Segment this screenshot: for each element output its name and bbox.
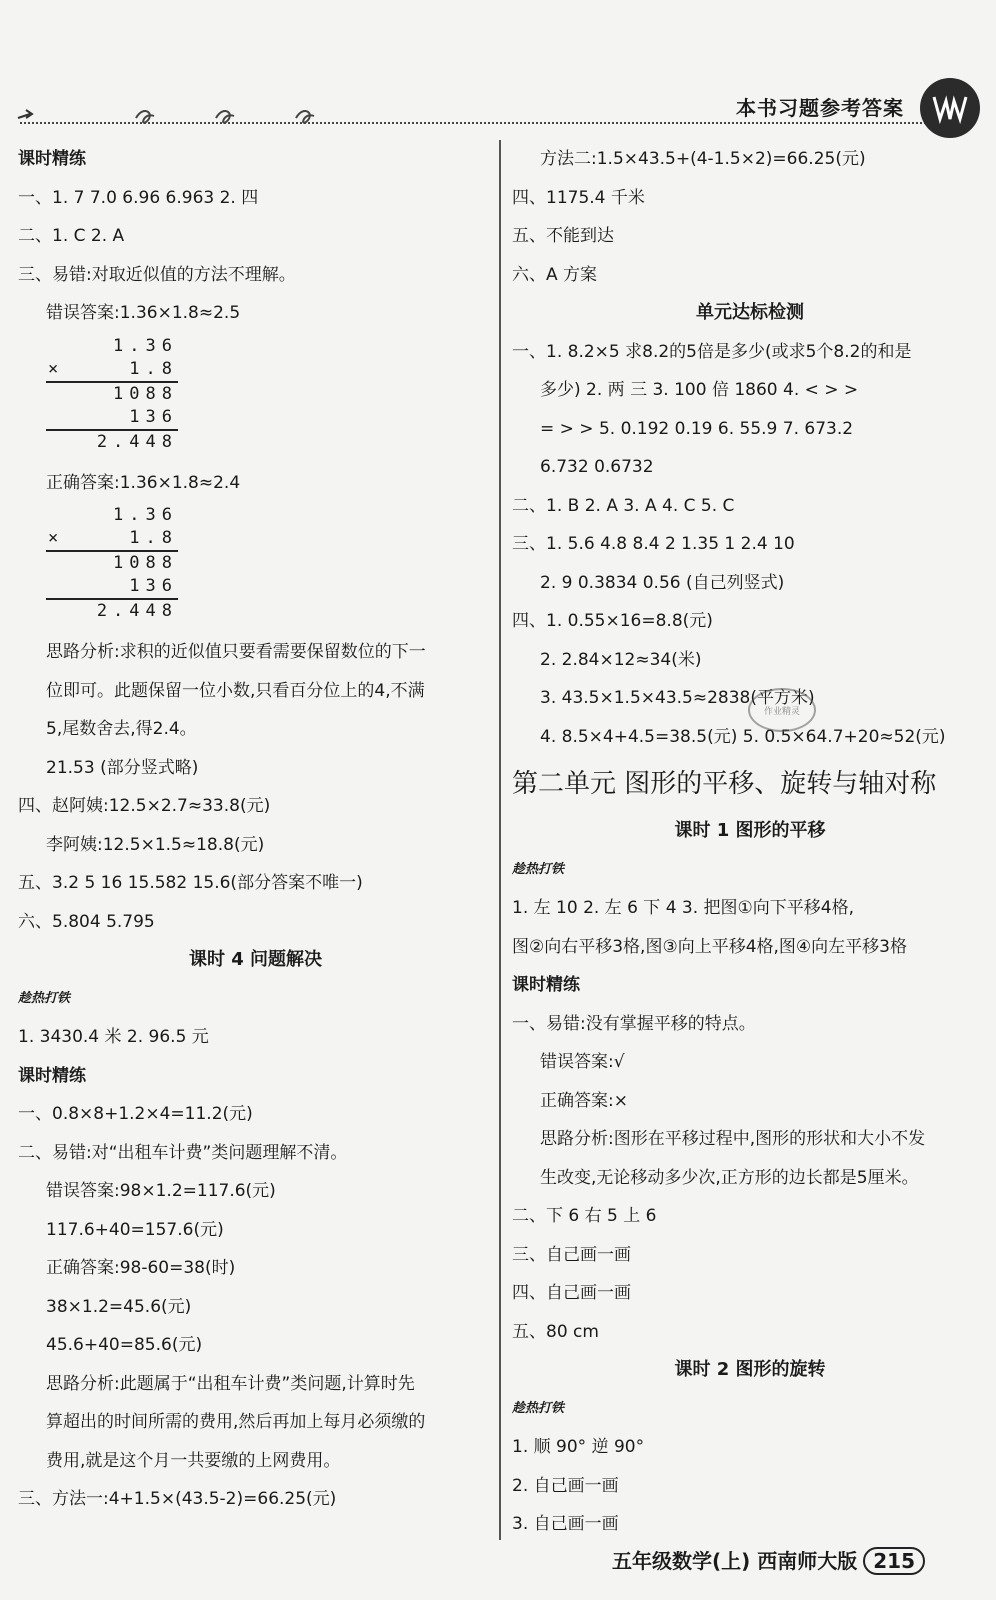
- answer-line: 二、易错:对“出租车计费”类问题理解不清。: [18, 1142, 348, 1163]
- answer-line: 1. 顺 90° 逆 90°: [512, 1437, 645, 1457]
- answer-line: 错误答案:98×1.2=117.6(元): [46, 1181, 276, 1201]
- answer-line: 1. 左 10 2. 左 6 下 4 3. 把图①向下平移4格,: [512, 898, 855, 918]
- answer-line: 117.6+40=157.6(元): [46, 1219, 224, 1240]
- answer-line: 错误答案:√: [540, 1052, 625, 1072]
- answer-line: 二、1. B 2. A 3. A 4. C 5. C: [512, 495, 735, 516]
- answer-line: 4. 8.5×4+4.5=38.5(元) 5. 0.5×64.7+20≈52(元): [540, 726, 946, 747]
- answer-line: 三、易错:对取近似值的方法不理解。: [18, 264, 296, 285]
- calc-digits: 1.8: [129, 358, 178, 379]
- book-logo-icon: [920, 78, 980, 138]
- answer-line: 三、自己画一画: [512, 1244, 631, 1265]
- calc-digits: 136: [129, 406, 178, 427]
- answer-line: 六、A 方案: [512, 264, 598, 285]
- answer-line: 趁热打铁: [18, 990, 71, 1006]
- calc-digits: 2.448: [96, 601, 178, 621]
- answer-line: 李阿姨:12.5×1.5≈18.8(元): [46, 834, 265, 855]
- answer-line: 五、3.2 5 16 15.582 15.6(部分答案不唯一): [18, 873, 363, 893]
- answer-line: 三、1. 5.6 4.8 8.4 2 1.35 1 2.4 10: [512, 534, 795, 554]
- calc-row: [46, 504, 178, 527]
- answer-line: 生改变,无论移动多少次,正方形的边长都是5厘米。: [540, 1167, 919, 1188]
- answer-line: 38×1.2=45.6(元): [46, 1296, 192, 1317]
- answer-line: 图②向右平移3格,图③向上平移4格,图④向左平移3格: [512, 936, 907, 957]
- calc-row: [46, 575, 178, 600]
- answer-line: 2. 自己画一画: [512, 1475, 619, 1496]
- answer-line: 五、80 cm: [512, 1321, 599, 1342]
- vertical-multiplication: [46, 335, 178, 454]
- answer-line: 正确答案:×: [540, 1090, 628, 1111]
- watermark-stamp: 作业精灵: [748, 688, 816, 732]
- calc-row: [46, 527, 178, 552]
- answer-line: 四、自己画一画: [512, 1283, 631, 1303]
- answer-line: 一、1. 8.2×5 求8.2的5倍是多少(或求5个8.2的和是: [512, 341, 912, 362]
- page-header: [0, 0, 996, 150]
- calc-digits: 1088: [113, 383, 178, 404]
- answer-line: 正确答案:98-60=38(时): [46, 1258, 236, 1278]
- page-number: 215: [863, 1547, 925, 1575]
- answer-line: 一、1. 7 7.0 6.96 6.963 2. 四: [18, 187, 259, 208]
- calc-row: [46, 358, 178, 383]
- vertical-multiplication: [46, 504, 178, 623]
- answer-line: 方法二:1.5×43.5+(4-1.5×2)=66.25(元): [540, 149, 866, 169]
- answer-line: 三、方法一:4+1.5×(43.5-2)=66.25(元): [18, 1489, 337, 1509]
- answer-line: 课时 1 图形的平移: [674, 820, 826, 841]
- calc-row: [46, 383, 178, 406]
- answer-line: 单元达标检测: [696, 302, 804, 323]
- answer-line: 思路分析:此题属于“出租车计费”类问题,计算时先: [46, 1373, 415, 1394]
- answer-line: 四、1. 0.55×16=8.8(元): [512, 611, 713, 631]
- answer-line: 四、赵阿姨:12.5×2.7≈33.8(元): [18, 796, 271, 816]
- calc-digits: 1.8: [129, 528, 178, 548]
- answer-line: 趁热打铁: [512, 861, 565, 877]
- answer-line: 一、0.8×8+1.2×4=11.2(元): [18, 1104, 253, 1124]
- answer-line: 3. 自己画一画: [512, 1514, 619, 1534]
- column-divider: [499, 140, 501, 1540]
- calc-row: [46, 335, 178, 358]
- calc-row: [46, 600, 178, 623]
- answer-line: 趁热打铁: [512, 1400, 565, 1416]
- answer-line: 2. 2.84×12≈34(米): [540, 649, 702, 670]
- answer-line: 六、5.804 5.795: [18, 911, 155, 932]
- answer-line: 第二单元 图形的平移、旋转与轴对称: [512, 769, 937, 799]
- answer-line: = > > 5. 0.192 0.19 6. 55.9 7. 673.2: [540, 418, 854, 439]
- answer-line: 五、不能到达: [512, 226, 614, 246]
- answer-line: 课时精练: [512, 975, 580, 995]
- answer-line: 算超出的时间所需的费用,然后再加上每月必须缴的: [46, 1412, 426, 1432]
- multiply-sign: ×: [48, 528, 59, 548]
- calc-digits: 1.36: [113, 505, 178, 525]
- answer-line: 二、下 6 右 5 上 6: [512, 1206, 657, 1226]
- answer-line: 21.53 (部分竖式略): [46, 757, 199, 778]
- answer-line: 四、1175.4 千米: [512, 187, 645, 208]
- multiply-sign: ×: [48, 358, 59, 379]
- calc-digits: 2.448: [96, 431, 178, 452]
- answer-line: 课时精练: [18, 149, 86, 169]
- calc-row: [46, 431, 178, 454]
- answer-line: 45.6+40=85.6(元): [46, 1335, 203, 1355]
- answer-line: 费用,就是这个月一共要缴的上网费用。: [46, 1450, 341, 1471]
- right-column: [512, 140, 988, 1544]
- answer-line: 1. 3430.4 米 2. 96.5 元: [18, 1027, 209, 1047]
- calc-digits: 1.36: [113, 335, 178, 356]
- answer-line: 课时 2 图形的旋转: [674, 1359, 826, 1380]
- answer-line: 课时精练: [18, 1065, 86, 1086]
- answer-line: 6.732 0.6732: [540, 457, 654, 477]
- page-footer: [612, 1545, 925, 1575]
- answer-line: 2. 9 0.3834 0.56 (自己列竖式): [540, 572, 785, 593]
- answer-line: 多少) 2. 两 三 3. 100 倍 1860 4. < > >: [540, 380, 859, 400]
- calc-row: [46, 552, 178, 575]
- header-dotted-line: [20, 122, 926, 124]
- answer-line: 错误答案:1.36×1.8≈2.5: [46, 303, 241, 323]
- answer-line: 二、1. C 2. A: [18, 226, 125, 246]
- answer-line: 5,尾数舍去,得2.4。: [46, 719, 197, 739]
- page-title: 本书习题参考答案: [736, 96, 904, 120]
- calc-digits: 1088: [113, 553, 178, 573]
- left-column: [18, 140, 493, 1519]
- answer-line: 3. 43.5×1.5×43.5≈2838(平方米): [540, 688, 815, 708]
- footer-text: 五年级数学(上) 西南师大版: [612, 1549, 858, 1573]
- answer-line: 课时 4 问题解决: [188, 949, 323, 970]
- calc-digits: 136: [129, 576, 178, 596]
- answer-line: 正确答案:1.36×1.8≈2.4: [46, 472, 241, 493]
- calc-row: [46, 406, 178, 431]
- answer-line: 一、易错:没有掌握平移的特点。: [512, 1013, 756, 1034]
- answer-line: 思路分析:求积的近似值只要看需要保留数位的下一: [46, 642, 426, 662]
- answer-line: 思路分析:图形在平移过程中,图形的形状和大小不发: [540, 1129, 926, 1149]
- answer-line: 位即可。此题保留一位小数,只看百分位上的4,不满: [46, 680, 425, 701]
